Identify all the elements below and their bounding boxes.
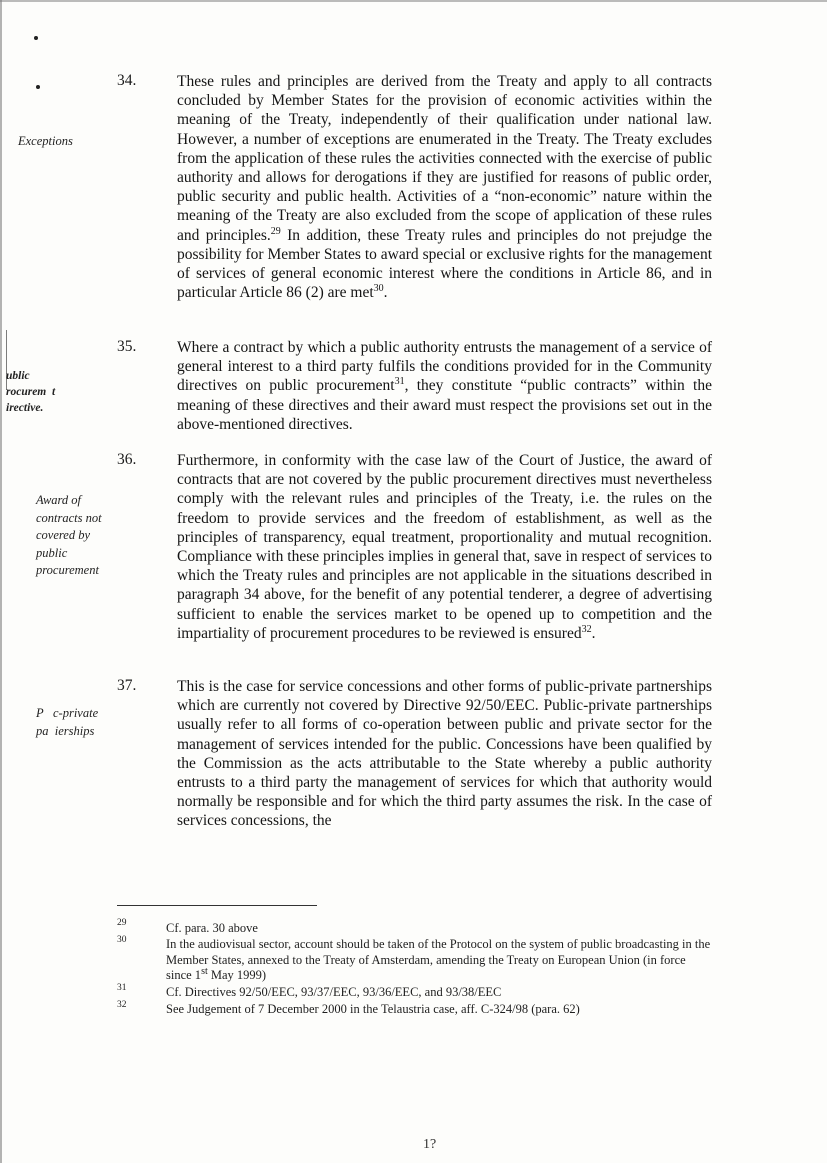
paragraph-37 (177, 677, 712, 831)
footnote-text: In the audiovisual sector, account should be taken of the Protocol on the system of public broadcasting in the Member States, annexed to the Treaty of Amsterdam, amending the Treaty on European Union (in force since 1 (166, 937, 711, 982)
footnote-number: 32 (117, 1000, 127, 1010)
footnote-number: 31 (117, 983, 127, 993)
footnote-ref: 32 (581, 623, 592, 635)
footnote-31 (166, 985, 712, 1001)
margin-note-ppp: P c-private pa ierships (36, 706, 99, 738)
scan-left-edge (0, 0, 2, 1163)
footnote-sup: st (201, 965, 208, 977)
punch-dot (36, 85, 40, 89)
paragraph-36 (177, 451, 712, 643)
footnote-30 (166, 937, 712, 984)
paragraph-text: . (591, 624, 596, 642)
margin-note-exceptions: Exceptions (18, 134, 73, 148)
footnote-ref: 29 (270, 225, 281, 237)
footnote-ref: 30 (373, 283, 384, 295)
footnote-32 (166, 1002, 712, 1018)
footnote-number: 29 (117, 918, 127, 928)
footnote-text: Cf. para. 30 above (166, 921, 258, 935)
paragraph-text: Furthermore, in conformity with the case law of the Court of Justice, the award of contracts that are not covered by the public procurement directives must nevertheless comply with the relevant rules and principles of the Treaty, i.e. the rules on the freedom to provide services and the freedom of establishment, as well as the principles of transparency, equal treatment, proportionality and mutual recognition. Compliance with these principles implies in general that, save in respect of services to which the Treaty rules and principles are not applicable in the situations described in paragraph 34 above, for the benefit of any potential tenderer, a degree of advertising sufficient to enable the services market to be opened up to competition and the impartiality of procurement procedures to be reviewed is ensured (177, 452, 712, 642)
page-number: 1? (423, 1137, 437, 1152)
margin-note-award: Award of contracts not covered by public procurement (36, 493, 102, 577)
paragraph-number: 35. (117, 338, 137, 355)
paragraph-number: 37. (117, 677, 137, 694)
scan-top-edge (0, 0, 827, 2)
paragraph-35 (177, 338, 712, 434)
punch-dot (34, 36, 38, 40)
paragraph-text: . (383, 284, 388, 302)
paragraph-text: , they constitute “public contracts” within the meaning of these directives and their award must respect the provisions set out in the above-mentioned directives. (177, 377, 712, 433)
footnote-number: 30 (117, 935, 127, 945)
paragraph-number: 36. (117, 451, 137, 468)
paragraph-text: In addition, these Treaty rules and principles do not prejudge the possibility for Member States to award special or exclusive rights for the management of services of general economic interest where the conditions in Article 86, and in particular Article 86 (2) are met (177, 226, 712, 302)
paragraph-text: Where a contract by which a public authority entrusts the management of a service of general interest to a third party fulfils the conditions provided for in the Community directives on public procurement (177, 339, 712, 395)
paragraph-text: These rules and principles are derived from the Treaty and apply to all contracts concluded by Member States for the provision of economic activities within the meaning of the Treaty, independently of their qualification under national law. However, a number of exceptions are enumerated in the Treaty. The Treaty excludes from the application of these rules the activities connected with the exercise of public authority and allows for derogations if they are justified for reasons of public order, public security and public health. Activities of a “non-economic” nature within the meaning of the Treaty are also excluded from the scope of application of these rules and principles. (177, 73, 712, 244)
footnote-text: Cf. Directives 92/50/EEC, 93/37/EEC, 93/36/EEC, and 93/38/EEC (166, 985, 502, 999)
paragraph-text: This is the case for service concessions and other forms of public-private partnerships which are currently not covered by Directive 92/50/EEC. Public-private partnerships usually refer to all forms of co-operation between public and private sector for the management of services intended for the public. Concessions have been qualified by the Commission as the acts attributable to the State whereby a public authority entrusts to a third party the management of services for which that authority would normally be responsible and for which the third party assumes the risk. In the case of services concessions, the (177, 678, 712, 830)
margin-note-public-procurement: ublic rocurem t irective. (6, 370, 56, 414)
paragraph-34 (177, 72, 712, 302)
footnote-text: See Judgement of 7 December 2000 in the Telaustria case, aff. C-324/98 (para. 62) (166, 1002, 580, 1016)
footnote-29 (166, 921, 712, 937)
footnote-ref: 31 (394, 376, 405, 388)
paragraph-number: 34. (117, 72, 137, 89)
footnote-separator (117, 905, 317, 906)
footnote-text: May 1999) (207, 968, 267, 982)
